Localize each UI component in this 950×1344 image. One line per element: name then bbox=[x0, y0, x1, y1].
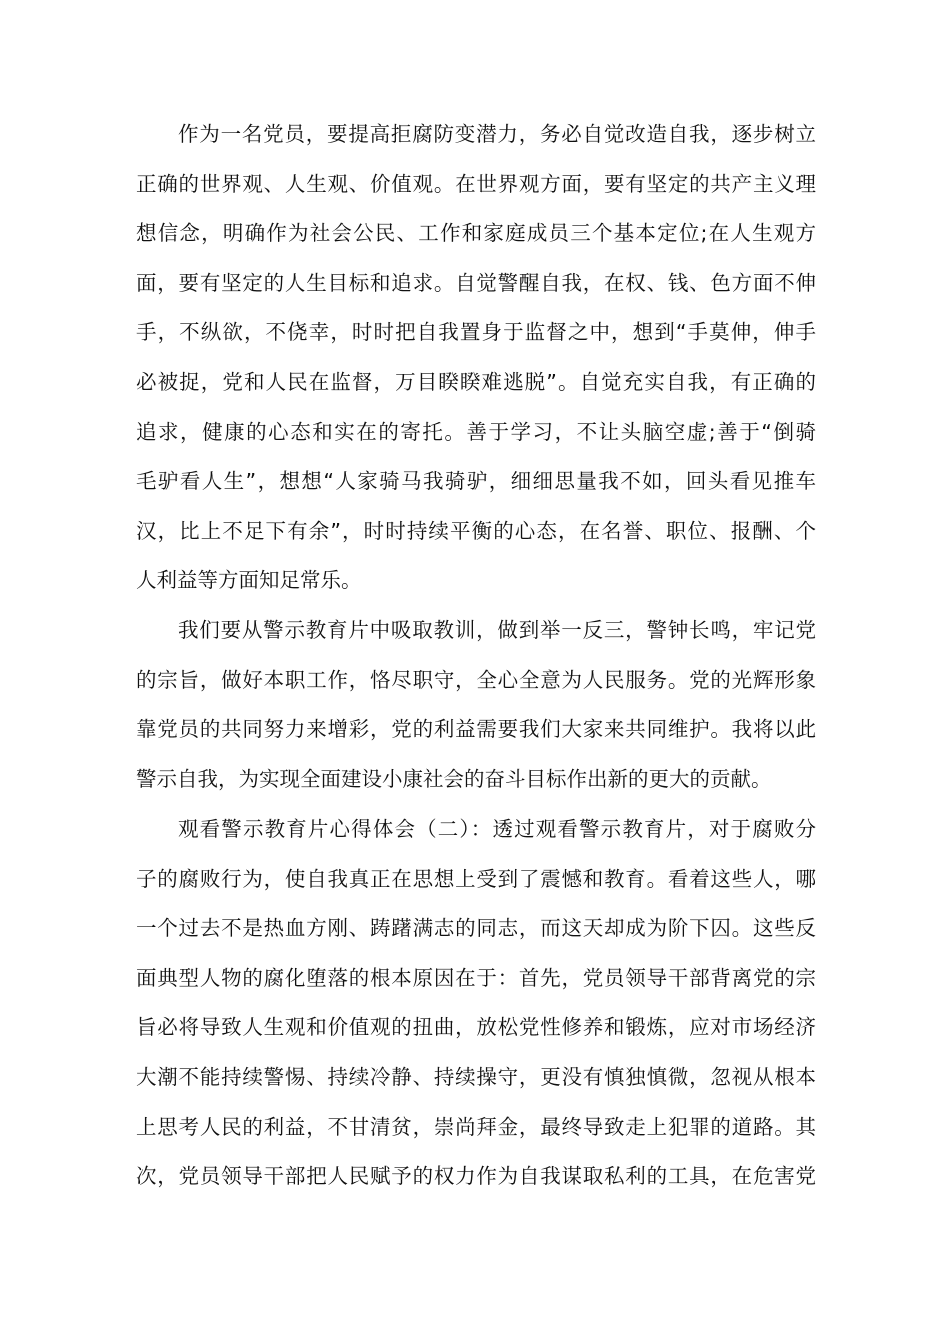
paragraph-line: 面，要有坚定的人生目标和追求。自觉警醒自我，在权、钱、色方面不伸 bbox=[136, 270, 816, 295]
paragraph-line: 次，党员领导干部把人民赋予的权力作为自我谋取私利的工具，在危害党 bbox=[136, 1164, 816, 1189]
paragraph-line: 必被捉，党和人民在监督，万目睽睽难逃脱”。自觉充实自我，有正确的 bbox=[136, 369, 816, 394]
paragraph-line: 大潮不能持续警惕、持续冷静、持续操守，更没有慎独慎微，忽视从根本 bbox=[136, 1064, 816, 1089]
paragraph-line: 观看警示教育片心得体会（二）：透过观看警示教育片，对于腐败分 bbox=[178, 817, 816, 841]
paragraph-line: 汉，比上不足下有余”，时时持续平衡的心态，在名誉、职位、报酬、个 bbox=[136, 518, 816, 543]
paragraph-line: 正确的世界观、人生观、价值观。在世界观方面，要有坚定的共产主义理 bbox=[136, 171, 816, 196]
paragraph-line: 追求，健康的心态和实在的寄托。善于学习，不让头脑空虚;善于“倒骑 bbox=[136, 419, 816, 444]
paragraph-line: 作为一名党员，要提高拒腐防变潜力，务必自觉改造自我，逐步树立 bbox=[178, 122, 816, 146]
paragraph-1 bbox=[136, 110, 816, 606]
paragraph-line: 手，不纵欲，不侥幸，时时把自我置身于监督之中，想到“手莫伸，伸手 bbox=[136, 320, 816, 345]
paragraph-line: 旨必将导致人生观和价值观的扭曲，放松党性修养和锻炼，应对市场经济 bbox=[136, 1015, 816, 1040]
paragraph-line: 想信念，明确作为社会公民、工作和家庭成员三个基本定位;在人生观方 bbox=[136, 221, 816, 246]
paragraph-3 bbox=[136, 805, 816, 1202]
paragraph-line: 毛驴看人生”，想想“人家骑马我骑驴，细细思量我不如，回头看见推车 bbox=[136, 469, 816, 494]
paragraph-line: 靠党员的共同努力来增彩，党的利益需要我们大家来共同维护。我将以此 bbox=[136, 717, 816, 742]
paragraph-line: 面典型人物的腐化堕落的根本原因在于：首先，党员领导干部背离党的宗 bbox=[136, 965, 816, 990]
paragraph-line: 一个过去不是热血方刚、踌躇满志的同志，而这天却成为阶下囚。这些反 bbox=[136, 916, 816, 941]
paragraph-line: 子的腐败行为，使自我真正在思想上受到了震憾和教育。看着这些人，哪 bbox=[136, 866, 816, 891]
paragraph-line: 上思考人民的利益，不甘清贫，崇尚拜金，最终导致走上犯罪的道路。其 bbox=[136, 1114, 816, 1139]
paragraph-line: 人利益等方面知足常乐。 bbox=[136, 568, 362, 593]
paragraph-line: 的宗旨，做好本职工作，恪尽职守，全心全意为人民服务。党的光辉形象 bbox=[136, 667, 816, 692]
paragraph-2 bbox=[136, 606, 816, 804]
paragraph-line: 警示自我，为实现全面建设小康社会的奋斗目标作出新的更大的贡献。 bbox=[136, 766, 772, 791]
paragraph-line: 我们要从警示教育片中吸取教训，做到举一反三，警钟长鸣，牢记党 bbox=[178, 618, 816, 642]
